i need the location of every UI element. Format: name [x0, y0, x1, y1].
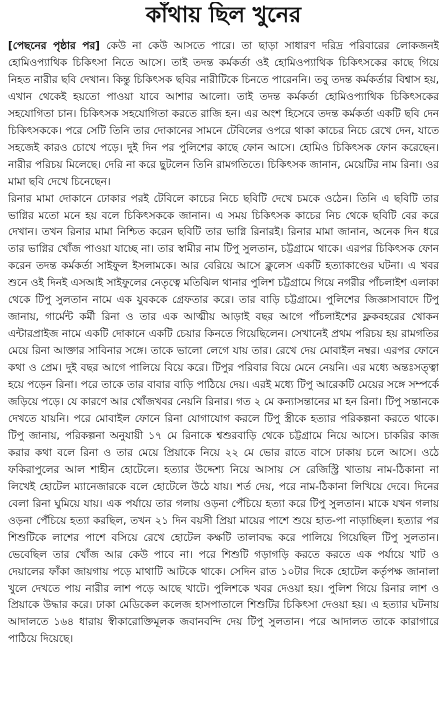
article-paragraph-2 — [8, 191, 439, 649]
paragraph-2-text: রিনার মামা দোকানে ঢোকার পরই টেবিলে কাচের নিচে ছবিটি দেখে চমকে ওঠেন। তিনি এ ছবিটি তার ভাগ্নির মতো মনে হয় বলে চিকিৎসককে জানান। এ সময় চিকিৎসক কাচের নিচ থেকে ছবিটি বের করে দেখান। তখন রিনার মামা নিশ্চিত করেন ছবিটি তার ভাগ্নি রিনারই। রিনার মামা জানান, অনেক দিন ধরে তার ভাগ্নির খোঁজ পাওয়া যাচ্ছে না। তার স্বামীর নাম টিপু সুলতান, চট্টগ্রামে থাকে। এরপর চিকিৎসক ফোন করেন তদন্ত কর্মকর্তা সাইফুল ইসলামকে। আর বেরিয়ে আসে ক্লুলেস একটি হত্যাকাণ্ডের ঘটনা। এ খবর শুনে ওই দিনই এসআই সাইফুলের নেতৃত্বে মতিঝিল থানার পুলিশ চট্টগ্রামে গিয়ে নগরীর পাঁচলাইশ এলাকা থেকে টিপু সুলতান নামে এক যুবককে গ্রেফতার করে। তার বাড়ি চট্টগ্রামে। পুলিশের জিজ্ঞাসাবাদে টিপু জানায়, গার্মেন্ট কর্মী রিনা ও তার এক আত্মীয় আড়াই বছর আগে পাঁচলাইশের ফ্লকবহরের খোকন এন্টারপ্রাইজ নামে একটি দোকানে একটি চেয়ার কিনতে গিয়েছিলেন। সেখানেই প্রথম পরিচয় হয় রামগতির মেয়ে রিনা আক্তার সাবিনার সঙ্গে। তাকে ভালো লেগে যায় তার। রেখে দেয় মোবাইল নম্বর। এরপর ফোনে কথা ও প্রেম। দুই বছর আগে পালিয়ে বিয়ে করে। টিপুর পরিবার বিয়ে মেনে নেয়নি। এর মধ্যে অন্তঃসত্ত্বা হয়ে পড়েন রিনা। পরে তাকে তার বাবার বাড়ি পাঠিয়ে দেয়। এরই মধ্যে টিপু আরেকটি মেয়ের সঙ্গে সম্পর্কে জড়িয়ে পড়ে। যে কারণে আর খোঁজখবর নেয়নি রিনার। গত ২ মে কন্যাসন্তানের মা হন রিনা। টিপু সন্তানকে দেখতে যায়নি। পরে মোবাইল ফোনে রিনা যোগাযোগ করলে টিপু স্ত্রীকে হত্যার পরিকল্পনা করতে থাকে। টিপু জানায়, পরিকল্পনা অনুযায়ী ১৭ মে রিনাকে শ্বশুরবাড়ি থেকে চট্টগ্রামে নিয়ে আসে। চাকরির কাজ করার কথা বলে রিনা ও তার মেয়ে প্রিয়াকে নিয়ে ২২ মে ভোর রাতে বাসে ঢাকায় চলে আসে। ওঠে ফকিরাপুলের আল শাহীন হোটেলে। হত্যার উদ্দেশ্য নিয়ে আসায় সে রেজিস্ট্রি খাতায় নাম-ঠিকানা না লিখেই হোটেল ম্যানেজারকে বলে হোটেলে উঠে যায়। শর্ত দেয়, পরে নাম-ঠিকানা লিখিয়ে দেবে। দিনের বেলা রিনা ঘুমিয়ে যায়। এক পর্যায়ে তার গলায় ওড়না পেঁচিয়ে হত্যা করে টিপু সুলতান। মাকে যখন গলায় ওড়না পেঁচিয়ে হত্যা করছিল, তখন ২১ দিন বয়সী প্রিয়া মায়ের পাশে শুয়ে হাত-পা নাড়াচ্ছিল। হত্যার পর শিশুটিকে লাশের পাশে বসিয়ে রেখে হোটেল কক্ষটি তালাবদ্ধ করে পালিয়ে গিয়েছিল টিপু সুলতান। ভেবেছিল তার খোঁজ আর কেউ পাবে না। পরে শিশুটি গড়াগড়ি করতে করতে এক পর্যায়ে খাট ও দেয়ালের ফাঁকা জায়গায় পড়ে মাথাটি আটকে থাকে। সেদিন রাত ১০টার দিকে হোটেল কর্তৃপক্ষ জানালা খুলে দেখতে পায় নারীর লাশ পড়ে আছে খাটে। পুলিশকে খবর দেওয়া হয়। পুলিশ গিয়ে রিনার লাশ ও প্রিয়াকে উদ্ধার করে। ঢাকা মেডিকেল কলেজ হাসপাতালে শিশুটির চিকিৎসা দেওয়া হয়। এ হত্যার ঘটনায় আদালতে ১৬৪ ধারায় স্বীকারোক্তিমূলক জবানবন্দি দেয় টিপু সুলতান। পরে আদালত তাকে কারাগারে পাঠিয়ে দিয়েছে। — [8, 192, 439, 646]
paragraph-1-text: কেউ না কেউ আসতে পারে। তা ছাড়া সাধারণ দরিদ্র পরিবারের লোকজনই হোমিওপ্যাথিক চিকিৎসা নিতে আসে। তাই তদন্ত কর্মকর্তা ওই হোমিওপ্যাথিক চিকিৎসকের কাছে গিয়ে নিহত নারীর ছবি দেখান। কিন্তু চিকিৎসক ছবির নারীটিকে চিনতে পারেননি। তবু তদন্ত কর্মকর্তার বিশ্বাস হয়, এখান থেকেই হয়তো পাওয়া যাবে আশার আলো। তাই তদন্ত কর্মকর্তা হোমিওপ্যাথিক চিকিৎসকের সহযোগিতা চান। চিকিৎসক সহযোগিতা করতে রাজি হন। এর অংশ হিসেবে তদন্ত কর্মকর্তা একটি ছবি দেন চিকিৎসককে। পরে সেটি তিনি তার দোকানের সামনে টেবিলের ওপরে থাকা কাচের নিচে রেখে দেন, যাতে সহজেই কারও চোখে পড়ে। দুই দিন পর পুলিশের কাছে ফোন আসে। হোমিও চিকিৎসক ফোন করেছেন। নারীর পরিচয় মিলেছে। দেরি না করে ছুটলেন তিনি রামগতিতে। চিকিৎসক জানান, মেয়েটির নাম রিনা। ওর মামা ছবি দেখে চিনেছেন। — [8, 40, 439, 188]
article-headline: কাঁথায় ছিল খুনের — [145, 3, 302, 28]
article-body — [8, 38, 439, 706]
article-paragraph-1 — [8, 38, 439, 191]
continued-from-label: [পেছনের পৃষ্ঠার পর] — [8, 40, 100, 52]
